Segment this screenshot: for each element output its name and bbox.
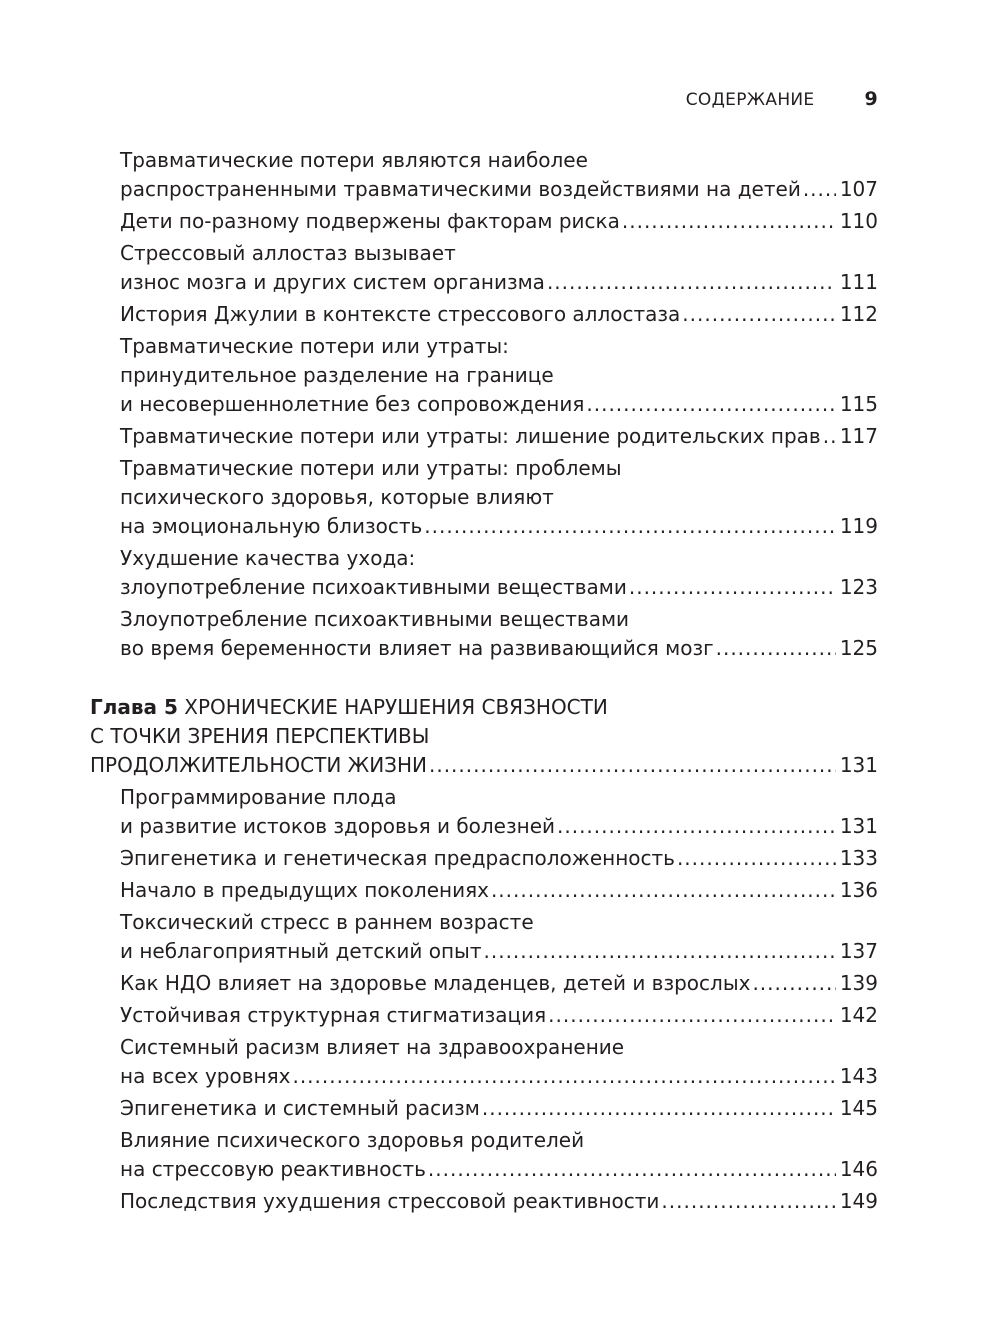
dot-leader	[557, 812, 836, 841]
toc-entry	[120, 454, 878, 541]
toc-entry-line: Эпигенетика и генетическая предрасположенность	[120, 846, 675, 870]
toc-entry-line: Ухудшение качества ухода:	[120, 546, 416, 570]
dot-leader	[292, 1062, 835, 1091]
toc-entry-line: во время беременности влияет на развивающийся мозг	[120, 636, 714, 660]
dot-leader	[586, 390, 835, 419]
toc-entry	[120, 783, 878, 841]
toc-entry-line: Устойчивая структурная стигматизация	[120, 1003, 547, 1027]
toc-entry	[120, 1187, 878, 1216]
toc-entry-line: злоупотребление психоактивными веществами	[120, 575, 627, 599]
toc-entry	[120, 876, 878, 905]
toc-page-number: 117	[839, 424, 878, 448]
toc-page-number: 142	[839, 1003, 878, 1027]
toc-page-number: 123	[839, 575, 878, 599]
toc-entry-line: принудительное разделение на границе	[120, 363, 554, 387]
toc-entry	[120, 239, 878, 297]
toc-page-number: 143	[839, 1064, 878, 1088]
toc-page-number: 107	[839, 177, 878, 201]
table-of-contents	[0, 146, 1000, 1219]
toc-entry-line: износ мозга и других систем организма	[120, 270, 545, 294]
dot-leader	[629, 573, 836, 602]
toc-entry	[120, 1094, 878, 1123]
toc-page-number: 119	[839, 514, 878, 538]
toc-page-number: 131	[839, 814, 878, 838]
toc-entry	[120, 844, 878, 873]
dot-leader	[661, 1187, 835, 1216]
running-head	[686, 88, 878, 110]
toc-entry-line: распространенными травматическими воздействиями на детей	[120, 177, 801, 201]
dot-leader	[823, 422, 836, 451]
toc-entry-line: Программирование плода	[120, 785, 397, 809]
toc-page-number: 125	[839, 636, 878, 660]
dot-leader	[677, 844, 836, 873]
toc-entry	[120, 207, 878, 236]
toc-entry-line: на всех уровнях	[120, 1064, 291, 1088]
toc-entry	[120, 1033, 878, 1091]
toc-entry-line: психического здоровья, которые влияют	[120, 485, 554, 509]
toc-entry-line: Злоупотребление психоактивными веществами	[120, 607, 630, 631]
toc-entry	[120, 605, 878, 663]
toc-page-number: 131	[839, 753, 878, 777]
running-head-title: СОДЕРЖАНИЕ	[685, 90, 815, 110]
toc-entry	[120, 544, 878, 602]
toc-entry-line: и развитие истоков здоровья и болезней	[120, 814, 555, 838]
chapter-label: Глава 5	[90, 695, 178, 719]
dot-leader	[547, 268, 836, 297]
toc-entry-line: Травматические потери или утраты:	[120, 334, 509, 358]
chapter-heading	[90, 693, 878, 780]
dot-leader	[424, 512, 836, 541]
toc-entry-line: Как НДО влияет на здоровье младенцев, детей и взрослых	[120, 971, 751, 995]
toc-page-number: 145	[839, 1096, 878, 1120]
dot-leader	[491, 876, 836, 905]
dot-leader	[682, 300, 836, 329]
toc-entry-line: Последствия ухудшения стрессовой реактивности	[120, 1189, 660, 1213]
chapter-title-line: ХРОНИЧЕСКИЕ НАРУШЕНИЯ СВЯЗНОСТИ	[184, 695, 608, 719]
chapter-title-line: С ТОЧКИ ЗРЕНИЯ ПЕРСПЕКТИВЫ	[90, 724, 430, 748]
toc-page-number: 136	[839, 878, 878, 902]
toc-entry-line: Травматические потери или утраты: проблемы	[120, 456, 622, 480]
toc-page-number: 110	[839, 209, 878, 233]
page-number: 9	[864, 88, 878, 110]
toc-entry	[120, 969, 878, 998]
toc-entry-line: Влияние психического здоровья родителей	[120, 1128, 585, 1152]
toc-entry-line: Токсический стресс в раннем возрасте	[120, 910, 534, 934]
toc-entry	[120, 1126, 878, 1184]
toc-page-number: 137	[839, 939, 878, 963]
toc-entry-line: Травматические потери являются наиболее	[120, 148, 588, 172]
dot-leader	[484, 937, 836, 966]
toc-entry	[120, 1001, 878, 1030]
toc-entry-line: Эпигенетика и системный расизм	[120, 1096, 480, 1120]
toc-entry-line: История Джулии в контексте стрессового аллостаза	[120, 302, 681, 326]
toc-entry	[120, 300, 878, 329]
dot-leader	[482, 1094, 836, 1123]
toc-entry-line: Системный расизм влияет на здравоохранение	[120, 1035, 625, 1059]
toc-entry	[120, 422, 878, 451]
dot-leader	[716, 634, 836, 663]
dot-leader	[803, 175, 836, 204]
toc-entry-line: Дети по-разному подвержены факторам риска	[120, 209, 620, 233]
toc-entry-line: Начало в предыдущих поколениях	[120, 878, 489, 902]
dot-leader	[752, 969, 835, 998]
dot-leader	[428, 1155, 836, 1184]
toc-page-number: 115	[839, 392, 878, 416]
toc-entry-line: и неблагоприятный детский опыт	[120, 939, 482, 963]
toc-page-number: 139	[839, 971, 878, 995]
toc-entry-line: Стрессовый аллостаз вызывает	[120, 241, 456, 265]
toc-entry	[120, 332, 878, 419]
dot-leader	[622, 207, 836, 236]
dot-leader	[548, 1001, 836, 1030]
toc-page-number: 133	[839, 846, 878, 870]
toc-page-number: 112	[839, 302, 878, 326]
toc-page-number: 111	[839, 270, 878, 294]
toc-entry-line: на стрессовую реактивность	[120, 1157, 426, 1181]
toc-entry-line: на эмоциональную близость	[120, 514, 423, 538]
toc-entry-line: и несовершеннолетние без сопровождения	[120, 392, 585, 416]
toc-page-number: 146	[839, 1157, 878, 1181]
toc-entry	[120, 146, 878, 204]
chapter-title-line: ПРОДОЛЖИТЕЛЬНОСТИ ЖИЗНИ	[90, 753, 427, 777]
toc-page-number: 149	[839, 1189, 878, 1213]
dot-leader	[429, 751, 836, 780]
toc-entry	[120, 908, 878, 966]
toc-entry-line: Травматические потери или утраты: лишение родительских прав	[120, 424, 821, 448]
